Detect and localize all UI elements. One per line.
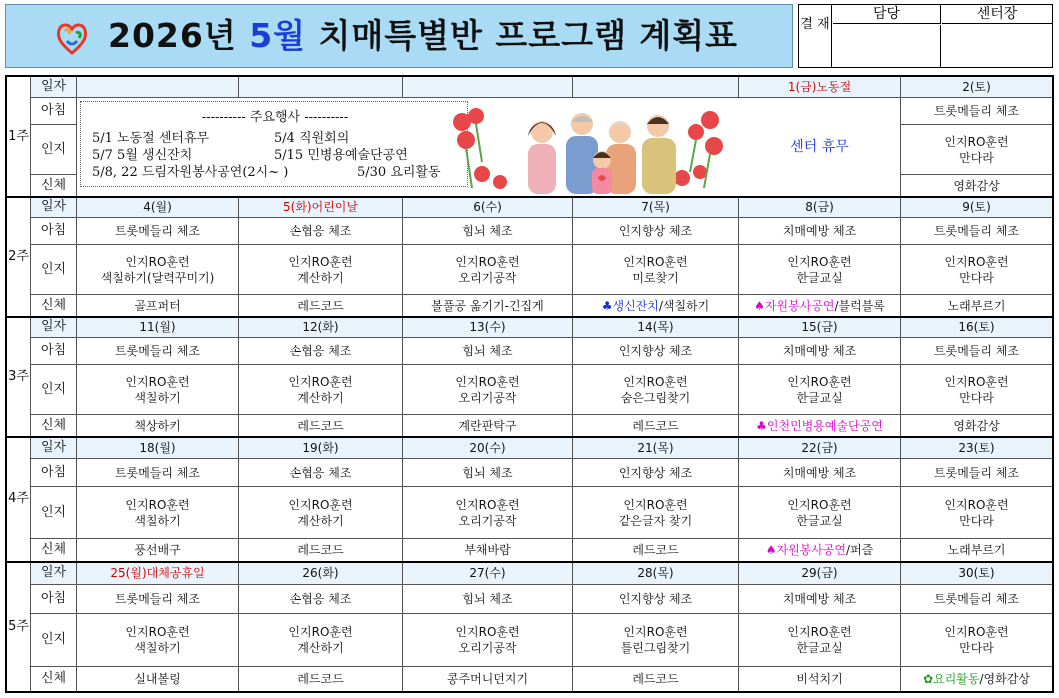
activity-body: 책상하키 xyxy=(77,415,239,437)
activity-cognitive: 인지RO훈련 계산하기 xyxy=(239,487,403,539)
activity-cognitive: 인지RO훈련 오리기공작 xyxy=(403,614,573,667)
date-cell: 9(토) xyxy=(901,197,1052,218)
date-cell: 21(목) xyxy=(573,437,739,459)
page-title: 2026년 5월 치매특별반 프로그램 계획표 xyxy=(108,16,739,55)
row-label-morning: 아침 xyxy=(31,459,77,487)
row-label-date: 일자 xyxy=(31,317,77,338)
row-label-cognitive: 인지 xyxy=(31,245,77,295)
activity-morning: 트롯메들리 체조 xyxy=(901,218,1052,245)
approval-col-director: 센터장 xyxy=(942,5,1052,24)
row-label-cognitive: 인지 xyxy=(31,487,77,539)
date-cell xyxy=(573,77,739,98)
row-label-body: 신체 xyxy=(31,415,77,437)
events-title: ---------- 주요행사 ---------- xyxy=(201,110,349,125)
activity-cognitive: 인지RO훈련 만다라 xyxy=(901,487,1052,539)
activity-cognitive: 인지RO훈련 만다라 xyxy=(901,614,1052,667)
activity-morning: 힘뇌 체조 xyxy=(403,338,573,365)
activity-morning: 힘뇌 체조 xyxy=(403,218,573,245)
activity-morning: 트롯메들리 체조 xyxy=(901,98,1052,125)
date-cell: 5(화)어린이날 xyxy=(239,197,403,218)
row-label-morning: 아침 xyxy=(31,218,77,245)
activity-body: 노래부르기 xyxy=(901,295,1052,317)
activity-body: 레드코드 xyxy=(573,539,739,562)
activity-cognitive: 인지RO훈련 만다라 xyxy=(901,245,1052,295)
activity-morning: 손협응 체조 xyxy=(239,218,403,245)
activity-body: 레드코드 xyxy=(239,667,403,691)
activity-morning: 치매예방 체조 xyxy=(739,338,901,365)
date-cell: 12(화) xyxy=(239,317,403,338)
activity-body: ♠자원봉사공연 /퍼즐 xyxy=(739,539,901,562)
date-cell: 8(금) xyxy=(739,197,901,218)
activity-body: ♣생신잔치 /색칠하기 xyxy=(573,295,739,317)
date-cell xyxy=(239,77,403,98)
activity-body: 레드코드 xyxy=(573,667,739,691)
week-divider xyxy=(7,316,1052,318)
row-label-date: 일자 xyxy=(31,437,77,459)
activity-cognitive: 인지RO훈련 한글교실 xyxy=(739,487,901,539)
activity-morning: 트롯메들리 체조 xyxy=(901,338,1052,365)
activity-body: 레드코드 xyxy=(573,415,739,437)
row-label-morning: 아침 xyxy=(31,98,77,125)
event-item: 5/1 노동절 센터휴무 xyxy=(92,131,210,146)
activity-body: 비석치기 xyxy=(739,667,901,691)
week-label: 2주 xyxy=(7,197,31,317)
row-label-date: 일자 xyxy=(31,562,77,585)
date-cell: 30(토) xyxy=(901,562,1052,585)
activity-body: ✿요리활동 /영화감상 xyxy=(923,672,1030,686)
approval-sign-manager[interactable] xyxy=(833,25,941,67)
row-label-date: 일자 xyxy=(31,197,77,218)
activity-cognitive: 인지RO훈련 색칠하기 xyxy=(77,487,239,539)
week-label: 5주 xyxy=(7,562,31,691)
date-cell: 19(화) xyxy=(239,437,403,459)
date-cell: 1(금)노동절 xyxy=(739,77,901,98)
week-label: 3주 xyxy=(7,317,31,437)
row-label-cognitive: 인지 xyxy=(31,125,77,175)
activity-morning: 트롯메들리 체조 xyxy=(77,459,239,487)
activity-cognitive: 인지RO훈련 색칠하기(달력꾸미기) xyxy=(77,245,239,295)
date-cell: 20(수) xyxy=(403,437,573,459)
event-item: 5/15 민병용예술단공연 xyxy=(274,148,408,163)
activity-body: ♠자원봉사공연 /블럭블록 xyxy=(739,295,901,317)
date-cell: 7(목) xyxy=(573,197,739,218)
activity-cognitive: 인지RO훈련 계산하기 xyxy=(239,614,403,667)
event-item: 5/8, 22 드림자원봉사공연(2시~ ) xyxy=(92,165,289,180)
week-divider xyxy=(7,561,1052,563)
activity-cognitive: 인지RO훈련 한글교실 xyxy=(739,365,901,415)
activity-cognitive: 인지RO훈련 숨은그림찾기 xyxy=(573,365,739,415)
activity-body: 풍선배구 xyxy=(77,539,239,562)
activity-morning: 트롯메들리 체조 xyxy=(77,218,239,245)
event-item: 5/7 5월 생신잔치 xyxy=(92,148,193,163)
date-cell: 29(금) xyxy=(739,562,901,585)
row-label-body: 신체 xyxy=(31,667,77,691)
date-cell: 16(토) xyxy=(901,317,1052,338)
week-divider xyxy=(7,196,1052,198)
activity-morning: 치매예방 체조 xyxy=(739,585,901,614)
date-cell: 27(수) xyxy=(403,562,573,585)
events-box xyxy=(80,101,468,187)
row-label-date: 일자 xyxy=(31,77,77,98)
activity-morning: 트롯메들리 체조 xyxy=(901,585,1052,614)
week-label: 4주 xyxy=(7,437,31,562)
activity-body: 부채바람 xyxy=(403,539,573,562)
row-label-morning: 아침 xyxy=(31,338,77,365)
main-events-panel xyxy=(77,98,738,196)
row-label-cognitive: 인지 xyxy=(31,614,77,667)
activity-cognitive: 인지RO훈련 색칠하기 xyxy=(77,614,239,667)
schedule-table xyxy=(5,75,1054,693)
activity-morning: 손협응 체조 xyxy=(239,585,403,614)
activity-body: 골프퍼터 xyxy=(77,295,239,317)
activity-morning: 트롯메들리 체조 xyxy=(77,585,239,614)
activity-cognitive: 인지RO훈련 만다라 xyxy=(901,365,1052,415)
activity-cognitive: 인지RO훈련 틀린그림찾기 xyxy=(573,614,739,667)
activity-body: 실내볼링 xyxy=(77,667,239,691)
date-cell: 23(토) xyxy=(901,437,1052,459)
row-label-morning: 아침 xyxy=(31,585,77,614)
activity-morning: 힘뇌 체조 xyxy=(403,585,573,614)
activity-morning: 치매예방 체조 xyxy=(739,459,901,487)
activity-body: 콩주머니던지기 xyxy=(403,667,573,691)
activity-morning: 인지향상 체조 xyxy=(573,585,739,614)
activity-morning: 인지향상 체조 xyxy=(573,338,739,365)
activity-body: 레드코드 xyxy=(239,539,403,562)
date-cell: 25(월)대체공휴일 xyxy=(77,562,239,585)
activity-cognitive: 인지RO훈련 오리기공작 xyxy=(403,365,573,415)
title-banner xyxy=(5,4,793,68)
activity-morning: 손협응 체조 xyxy=(239,459,403,487)
activity-morning: 인지향상 체조 xyxy=(573,459,739,487)
date-cell: 4(월) xyxy=(77,197,239,218)
week-divider xyxy=(7,436,1052,438)
approval-box xyxy=(798,4,1053,68)
activity-cognitive: 인지RO훈련 계산하기 xyxy=(239,365,403,415)
event-item: 5/4 직원회의 xyxy=(274,131,350,146)
activity-cognitive: 인지RO훈련 미로찾기 xyxy=(573,245,739,295)
date-cell: 14(목) xyxy=(573,317,739,338)
date-cell: 13(수) xyxy=(403,317,573,338)
date-cell: 2(토) xyxy=(901,77,1052,98)
date-cell: 18(월) xyxy=(77,437,239,459)
activity-body: 레드코드 xyxy=(239,415,403,437)
activity-morning: 인지향상 체조 xyxy=(573,218,739,245)
activity-cognitive: 인지RO훈련 오리기공작 xyxy=(403,487,573,539)
activity-cognitive: 인지RO훈련 오리기공작 xyxy=(403,245,573,295)
activity-morning: 치매예방 체조 xyxy=(739,218,901,245)
row-label-cognitive: 인지 xyxy=(31,365,77,415)
date-cell: 15(금) xyxy=(739,317,901,338)
activity-body: 볼풀공 옮기기-긴집게 xyxy=(403,295,573,317)
holiday-cell: 센터 휴무 xyxy=(739,98,901,197)
row-label-body: 신체 xyxy=(31,175,77,197)
activity-cognitive: 인지RO훈련 색칠하기 xyxy=(77,365,239,415)
activity-body: ♣인천민병용예술단공연 xyxy=(739,415,901,437)
week-label: 1주 xyxy=(7,77,31,197)
activity-morning: 손협응 체조 xyxy=(239,338,403,365)
activity-cognitive: 인지RO훈련 같은글자 찾기 xyxy=(573,487,739,539)
date-cell: 6(수) xyxy=(403,197,573,218)
date-cell xyxy=(403,77,573,98)
activity-body: 계란판탁구 xyxy=(403,415,573,437)
activity-cognitive: 인지RO훈련 한글교실 xyxy=(739,614,901,667)
event-item: 5/30 요리활동 xyxy=(357,165,441,180)
date-cell xyxy=(77,77,239,98)
activity-morning: 힘뇌 체조 xyxy=(403,459,573,487)
row-label-body: 신체 xyxy=(31,295,77,317)
activity-morning: 트롯메들리 체조 xyxy=(77,338,239,365)
activity-body: 레드코드 xyxy=(239,295,403,317)
activity-cognitive: 인지RO훈련 한글교실 xyxy=(739,245,901,295)
activity-body: 노래부르기 xyxy=(901,539,1052,562)
activity-body: 영화감상 xyxy=(901,175,1052,197)
date-cell: 11(월) xyxy=(77,317,239,338)
approval-label: 결 재 xyxy=(799,5,832,67)
approval-col-manager: 담당 xyxy=(833,5,941,24)
row-label-body: 신체 xyxy=(31,539,77,562)
date-cell: 28(목) xyxy=(573,562,739,585)
approval-sign-director[interactable] xyxy=(942,25,1052,67)
heart-logo-icon xyxy=(56,21,88,55)
activity-cognitive: 인지RO훈련 계산하기 xyxy=(239,245,403,295)
activity-cognitive: 인지RO훈련 만다라 xyxy=(901,125,1052,175)
date-cell: 22(금) xyxy=(739,437,901,459)
activity-morning: 트롯메들리 체조 xyxy=(901,459,1052,487)
activity-body: 영화감상 xyxy=(901,415,1052,437)
family-carnation-illustration xyxy=(442,102,732,194)
date-cell: 26(화) xyxy=(239,562,403,585)
